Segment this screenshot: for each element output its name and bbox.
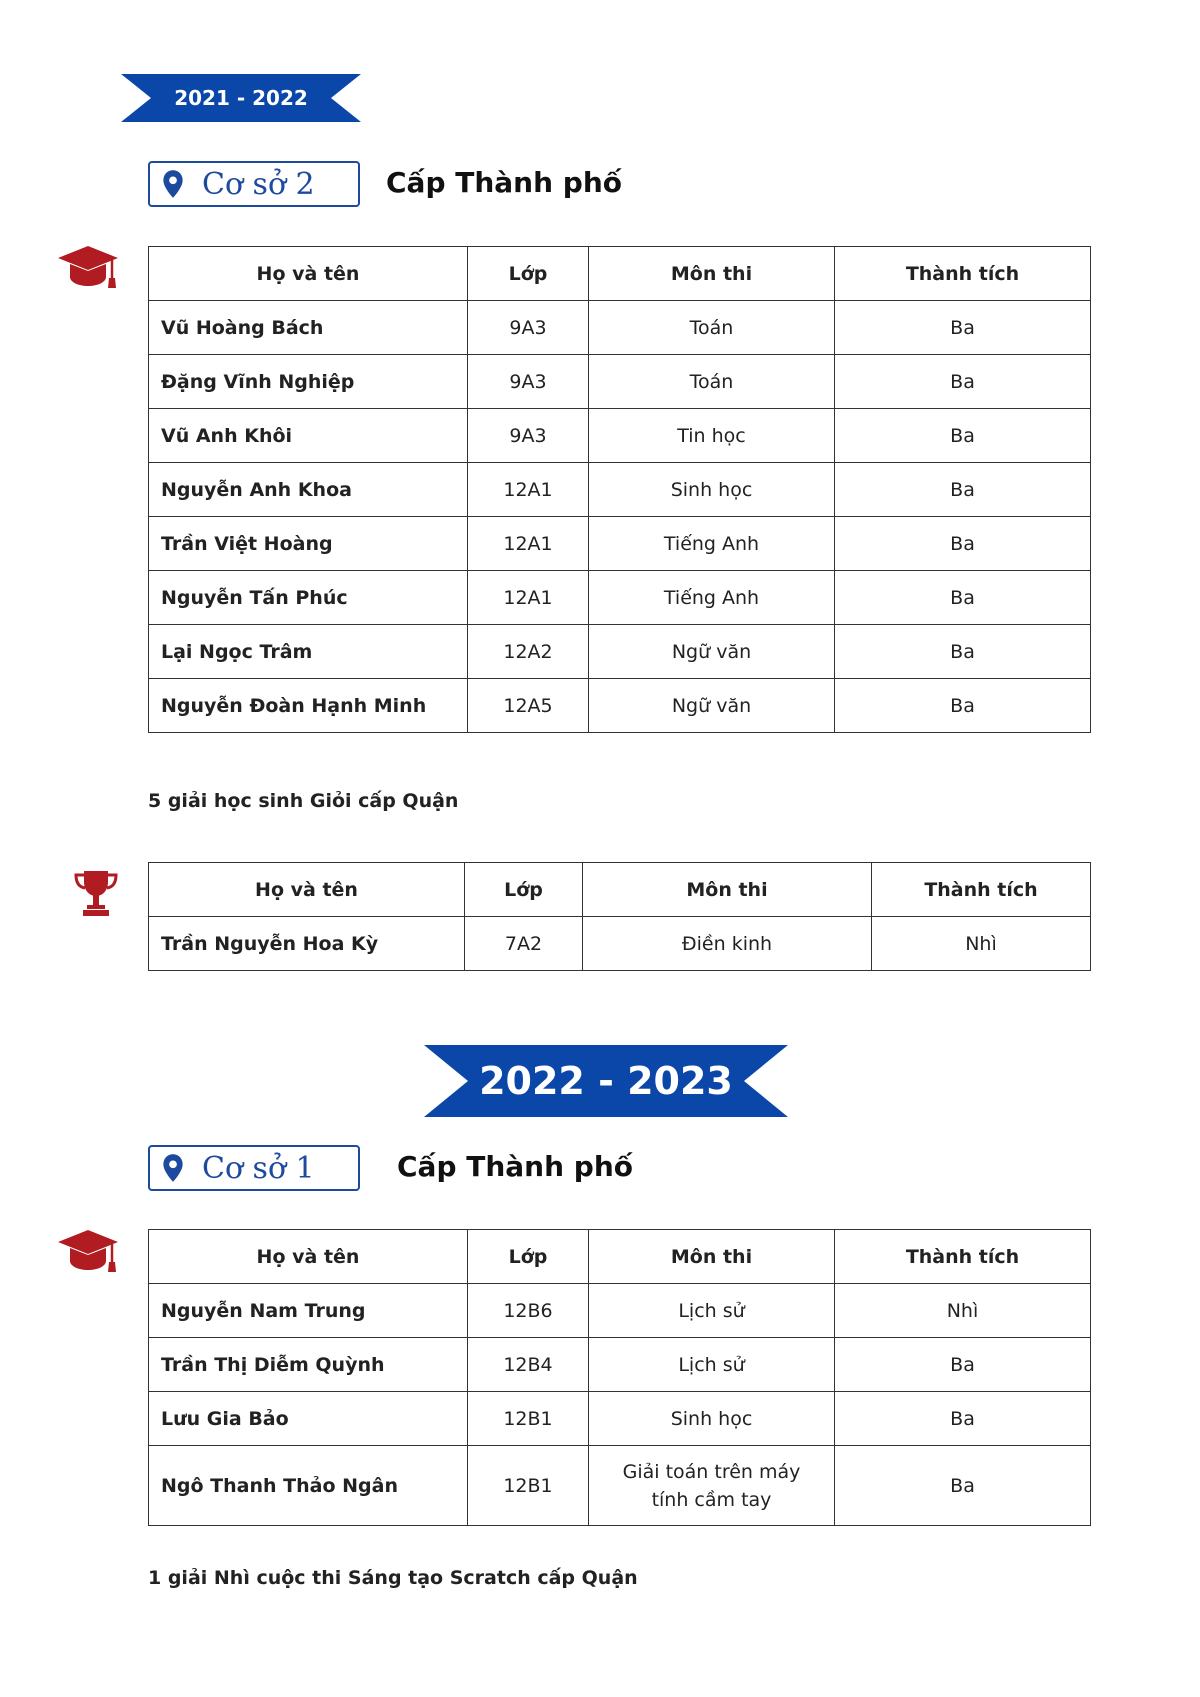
table-row [149,1284,1091,1338]
header-class: Lớp [468,1230,589,1284]
subject: Toán [589,355,835,409]
student-name: Nguyễn Anh Khoa [149,463,468,517]
campus-label-box [148,161,360,207]
sports-results-table-2021 [148,862,1091,971]
achievement: Nhì [835,1284,1091,1338]
city-level-results-table-2022 [148,1229,1091,1526]
student-class: 7A2 [465,917,583,971]
map-pin-icon [162,169,184,199]
table-row [149,517,1091,571]
year-label: 2022 - 2023 [479,1059,733,1103]
subject: Sinh học [589,1392,835,1446]
campus-label-box [148,1145,360,1191]
header-achievement: Thành tích [872,863,1091,917]
student-class: 12A5 [468,679,589,733]
student-name: Nguyễn Tấn Phúc [149,571,468,625]
subject: Tiếng Anh [589,571,835,625]
student-name: Nguyễn Nam Trung [149,1284,468,1338]
year-banner-2022-2023 [424,1045,788,1117]
student-class: 12A1 [468,571,589,625]
achievement: Nhì [872,917,1091,971]
achievement: Ba [835,301,1091,355]
achievement: Ba [835,571,1091,625]
achievement: Ba [835,679,1091,733]
student-class: 9A3 [468,409,589,463]
student-name: Ngô Thanh Thảo Ngân [149,1446,468,1526]
achievement: Ba [835,1446,1091,1526]
student-name: Lưu Gia Bảo [149,1392,468,1446]
header-class: Lớp [468,247,589,301]
subject: Sinh học [589,463,835,517]
table-row [149,679,1091,733]
table-row [149,1392,1091,1446]
header-achievement: Thành tích [835,1230,1091,1284]
subject: Toán [589,301,835,355]
achievement: Ba [835,409,1091,463]
subject: Giải toán trên máy tính cầm tay [589,1446,835,1526]
city-level-results-table-2021 [148,246,1091,733]
competition-level-title: Cấp Thành phố [386,166,622,199]
achievement: Ba [835,1392,1091,1446]
campus-name: Cơ sở 2 [202,166,315,202]
student-class: 9A3 [468,355,589,409]
year-banner-2021-2022 [121,74,361,122]
header-name: Họ và tên [149,247,468,301]
table-header-row [149,863,1091,917]
achievement: Ba [835,517,1091,571]
scratch-award-note: 1 giải Nhì cuộc thi Sáng tạo Scratch cấp Quận [148,1567,638,1589]
subject: Ngữ văn [589,625,835,679]
campus-name: Cơ sở 1 [202,1150,315,1186]
student-class: 12B6 [468,1284,589,1338]
header-subject: Môn thi [583,863,872,917]
table-row [149,571,1091,625]
student-name: Nguyễn Đoàn Hạnh Minh [149,679,468,733]
student-class: 12B1 [468,1392,589,1446]
student-name: Lại Ngọc Trâm [149,625,468,679]
table-row [149,355,1091,409]
student-class: 12A2 [468,625,589,679]
table-row [149,409,1091,463]
student-class: 12A1 [468,463,589,517]
graduation-cap-icon [56,1228,120,1274]
student-class: 12B4 [468,1338,589,1392]
student-name: Trần Việt Hoàng [149,517,468,571]
student-name: Trần Thị Diễm Quỳnh [149,1338,468,1392]
achievement: Ba [835,355,1091,409]
achievement: Ba [835,463,1091,517]
header-name: Họ và tên [149,1230,468,1284]
student-class: 9A3 [468,301,589,355]
header-name: Họ và tên [149,863,465,917]
table-row [149,301,1091,355]
table-row [149,1446,1091,1526]
header-class: Lớp [465,863,583,917]
subject: Ngữ văn [589,679,835,733]
table-row [149,463,1091,517]
subject: Lịch sử [589,1284,835,1338]
student-class: 12B1 [468,1446,589,1526]
subject: Tiếng Anh [589,517,835,571]
student-name: Vũ Hoàng Bách [149,301,468,355]
table-header-row [149,247,1091,301]
header-achievement: Thành tích [835,247,1091,301]
table-row [149,1338,1091,1392]
table-row [149,917,1091,971]
graduation-cap-icon [56,244,120,290]
map-pin-icon [162,1153,184,1183]
table-row [149,625,1091,679]
district-award-note: 5 giải học sinh Giỏi cấp Quận [148,790,459,812]
trophy-icon [72,868,120,918]
subject: Tin học [589,409,835,463]
achievement: Ba [835,625,1091,679]
year-label: 2021 - 2022 [174,86,308,110]
subject: Lịch sử [589,1338,835,1392]
student-class: 12A1 [468,517,589,571]
subject: Điền kinh [583,917,872,971]
header-subject: Môn thi [589,247,835,301]
student-name: Trần Nguyễn Hoa Kỳ [149,917,465,971]
competition-level-title: Cấp Thành phố [397,1150,633,1183]
student-name: Vũ Anh Khôi [149,409,468,463]
header-subject: Môn thi [589,1230,835,1284]
table-header-row [149,1230,1091,1284]
student-name: Đặng Vĩnh Nghiệp [149,355,468,409]
achievement: Ba [835,1338,1091,1392]
